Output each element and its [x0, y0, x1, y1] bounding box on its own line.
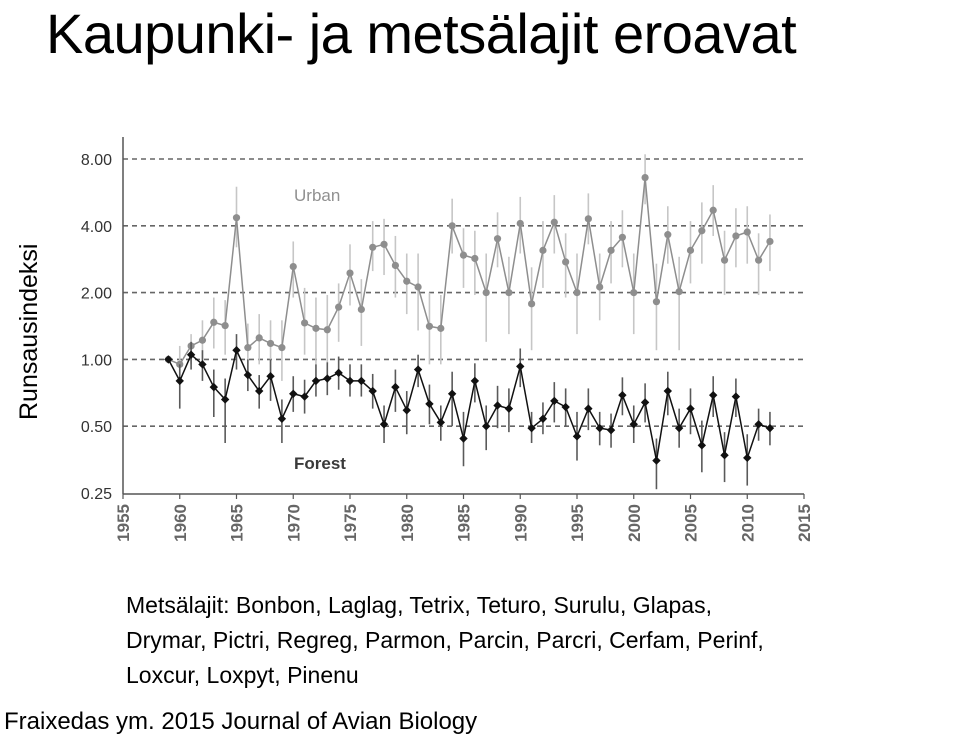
- y-tick-label: 8.00: [80, 152, 112, 169]
- data-point: [222, 322, 229, 329]
- data-point: [256, 334, 263, 341]
- data-point: [380, 420, 388, 428]
- data-point: [596, 283, 603, 290]
- data-point: [232, 346, 240, 354]
- data-point: [675, 424, 683, 432]
- data-point: [380, 241, 387, 248]
- x-tick-label: 1960: [170, 504, 190, 542]
- x-tick-label: 1990: [511, 504, 531, 542]
- data-point: [425, 400, 433, 408]
- data-point: [267, 340, 274, 347]
- species-line: Drymar, Pictri, Regreg, Parmon, Parcin, Parcri, Cerfam, Perinf,: [126, 627, 764, 653]
- data-point: [517, 220, 524, 227]
- data-point: [471, 255, 478, 262]
- x-tick-label: 2010: [738, 504, 758, 542]
- data-point: [210, 319, 217, 326]
- data-point: [551, 219, 558, 226]
- data-point: [199, 337, 206, 344]
- data-point: [494, 235, 501, 242]
- data-point: [312, 325, 319, 332]
- data-point: [550, 397, 558, 405]
- data-point: [732, 392, 740, 400]
- data-point: [721, 257, 728, 264]
- forest-series-label: Forest: [294, 454, 346, 473]
- data-point: [414, 365, 422, 373]
- data-point: [437, 325, 444, 332]
- data-point: [744, 228, 751, 235]
- y-tick-label: 2.00: [80, 285, 112, 303]
- data-point: [642, 174, 649, 181]
- data-point: [766, 424, 774, 432]
- urban-series-label: Urban: [294, 186, 341, 205]
- data-point: [573, 289, 580, 296]
- x-tick-label: 1955: [114, 504, 133, 542]
- data-point: [335, 304, 342, 311]
- data-point: [562, 258, 569, 265]
- y-tick-label: 4.00: [80, 218, 112, 236]
- data-point: [573, 432, 581, 440]
- data-point: [176, 377, 184, 385]
- data-point: [392, 262, 399, 269]
- data-point: [391, 383, 399, 391]
- data-point: [301, 319, 308, 326]
- x-tick-label: 1965: [227, 504, 247, 542]
- data-point: [630, 289, 637, 296]
- data-point: [505, 289, 512, 296]
- data-point: [710, 207, 717, 214]
- x-tick-label: 1980: [397, 504, 417, 542]
- y-tick-label: 1.00: [80, 352, 112, 370]
- data-point: [653, 298, 660, 305]
- x-tick-label: 1985: [454, 504, 474, 542]
- data-point: [369, 244, 376, 251]
- data-point: [460, 252, 467, 259]
- data-point: [596, 424, 604, 432]
- citation: Fraixedas ym. 2015 Journal of Avian Biology: [4, 708, 478, 735]
- data-point: [539, 247, 546, 254]
- data-point: [164, 355, 172, 363]
- data-point: [244, 371, 252, 379]
- data-point: [324, 326, 331, 333]
- data-point: [493, 401, 501, 409]
- data-point: [766, 238, 773, 245]
- data-point: [561, 403, 569, 411]
- data-point: [743, 454, 751, 462]
- data-point: [437, 418, 445, 426]
- data-point: [290, 263, 297, 270]
- data-point: [289, 390, 297, 398]
- data-point: [459, 434, 467, 442]
- data-point: [687, 247, 694, 254]
- species-line: Metsälajit: Bonbon, Laglag, Tetrix, Teturo, Surulu, Glapas,: [126, 592, 712, 618]
- data-point: [426, 323, 433, 330]
- data-point: [720, 451, 728, 459]
- species-line: Loxcur, Loxpyt, Pinenu: [126, 662, 359, 688]
- y-axis-label: Runsausindeksi: [15, 243, 43, 420]
- data-point: [516, 362, 524, 370]
- data-point: [585, 215, 592, 222]
- x-tick-label: 1975: [341, 504, 360, 542]
- data-point: [358, 306, 365, 313]
- data-point: [584, 404, 592, 412]
- x-tick-label: 1970: [284, 504, 304, 542]
- data-point: [686, 404, 694, 412]
- data-point: [403, 278, 410, 285]
- data-point: [471, 377, 479, 385]
- data-point: [323, 374, 331, 382]
- forest-series: [164, 334, 774, 489]
- data-point: [732, 232, 739, 239]
- data-point: [233, 214, 240, 221]
- urban-series: [165, 154, 774, 387]
- y-tick-label: 0.25: [80, 486, 112, 503]
- data-point: [403, 406, 411, 414]
- data-point: [448, 390, 456, 398]
- data-point: [630, 420, 638, 428]
- data-point: [709, 391, 717, 399]
- data-point: [652, 456, 660, 464]
- data-point: [698, 441, 706, 449]
- data-point: [664, 387, 672, 395]
- data-point: [505, 404, 513, 412]
- data-point: [528, 300, 535, 307]
- data-point: [346, 269, 353, 276]
- data-point: [483, 289, 490, 296]
- data-point: [754, 420, 762, 428]
- series-layer: [164, 154, 774, 489]
- data-point: [676, 288, 683, 295]
- data-point: [449, 222, 456, 229]
- x-tick-label: 1995: [568, 504, 587, 542]
- data-point: [607, 247, 614, 254]
- slide-title: Kaupunki- ja metsälajit eroavat: [46, 2, 797, 65]
- data-point: [415, 283, 422, 290]
- data-point: [482, 422, 490, 430]
- data-point: [664, 231, 671, 238]
- data-point: [244, 344, 251, 351]
- forest-species-list: [126, 588, 926, 693]
- data-point: [641, 398, 649, 406]
- data-point: [619, 234, 626, 241]
- data-point: [278, 415, 286, 423]
- data-point: [607, 426, 615, 434]
- y-tick-label: 0.50: [80, 419, 112, 437]
- x-tick-label: 2005: [681, 504, 701, 542]
- data-point: [618, 391, 626, 399]
- x-tick-label: 2015: [795, 504, 814, 542]
- x-tick-label: 2000: [624, 504, 644, 542]
- data-point: [755, 257, 762, 264]
- data-point: [698, 227, 705, 234]
- data-point: [278, 344, 285, 351]
